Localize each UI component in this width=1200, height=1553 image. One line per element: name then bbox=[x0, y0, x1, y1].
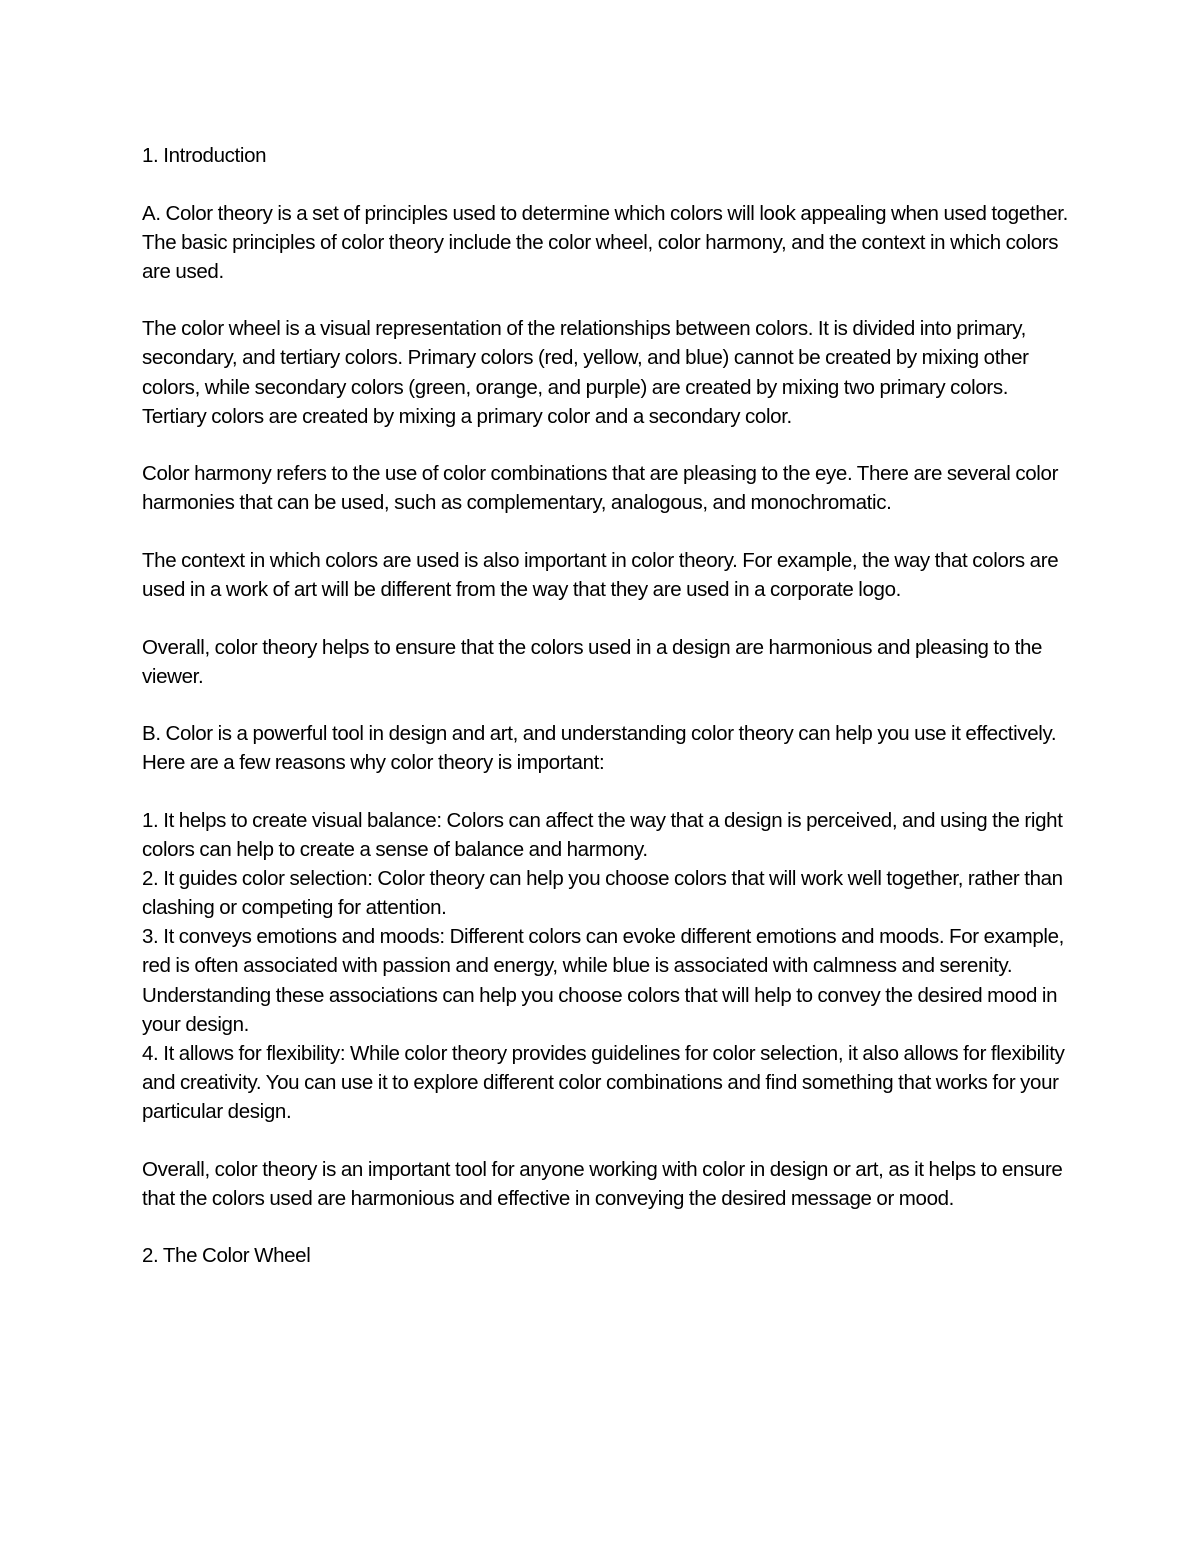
spacer bbox=[142, 778, 1072, 807]
spacer bbox=[142, 1213, 1072, 1242]
spacer bbox=[142, 517, 1072, 546]
spacer bbox=[142, 1126, 1072, 1155]
paragraph-color-context: The context in which colors are used is also important in color theory. For example, the way that colors are used in a work of art will be different from the way that they are used in a corporate logo. bbox=[142, 548, 1059, 602]
paragraph-color-theory-definition: A. Color theory is a set of principles used to determine which colors will look appealing when used together. The basic principles of color theory include the color wheel, color harmony, and the context in which colors are used. bbox=[142, 201, 1068, 283]
spacer bbox=[142, 604, 1072, 633]
paragraph-overall-summary: Overall, color theory helps to ensure that the colors used in a design are harmonious and pleasing to the viewer. bbox=[142, 635, 1043, 688]
spacer bbox=[142, 286, 1072, 315]
section-heading-color-wheel: 2. The Color Wheel bbox=[142, 1244, 311, 1268]
spacer bbox=[142, 170, 1072, 199]
section-heading-introduction: 1. Introduction bbox=[142, 144, 267, 167]
spacer bbox=[142, 691, 1072, 720]
list-item: 3. It conveys emotions and moods: Different colors can evoke different emotions and moods. For example, red is often associated with passion and energy, while blue is associated with calmness and serenity. Understanding these associations can help you choose colors that will help to convey the desired mood in your design. bbox=[142, 925, 1064, 1036]
paragraph-color-harmony: Color harmony refers to the use of color combinations that are pleasing to the eye. There are several color harmonies that can be used, such as complementary, analogous, and monochromatic. bbox=[142, 462, 1059, 515]
paragraph-overall-conclusion: Overall, color theory is an important tool for anyone working with color in design or art, as it helps to ensure that the colors used are harmonious and effective in conveying the desired message or mood. bbox=[142, 1157, 1063, 1210]
spacer bbox=[142, 431, 1072, 460]
paragraph-color-importance: B. Color is a powerful tool in design and art, and understanding color theory can help you use it effectively. Here are a few reasons why color theory is important: bbox=[142, 722, 1057, 775]
paragraph-color-wheel: The color wheel is a visual representation of the relationships between colors. It is divided into primary, secondary, and tertiary colors. Primary colors (red, yellow, and blue) cannot be created by mixing other colors, while secondary colors (green, orange, and purple) are created by mixing two primary colors. Tertiary colors are created by mixing a primary color and a secondary color. bbox=[142, 317, 1029, 428]
document-page bbox=[142, 141, 1072, 1270]
list-item: 2. It guides color selection: Color theory can help you choose colors that will work well together, rather than clashing or competing for attention. bbox=[142, 867, 1063, 920]
list-item: 4. It allows for flexibility: While color theory provides guidelines for color selection, it also allows for flexibility and creativity. You can use it to explore different color combinations and find something that works for your particular design. bbox=[142, 1041, 1065, 1123]
list-item: 1. It helps to create visual balance: Colors can affect the way that a design is perceived, and using the right colors can help to create a sense of balance and harmony. bbox=[142, 809, 1063, 862]
